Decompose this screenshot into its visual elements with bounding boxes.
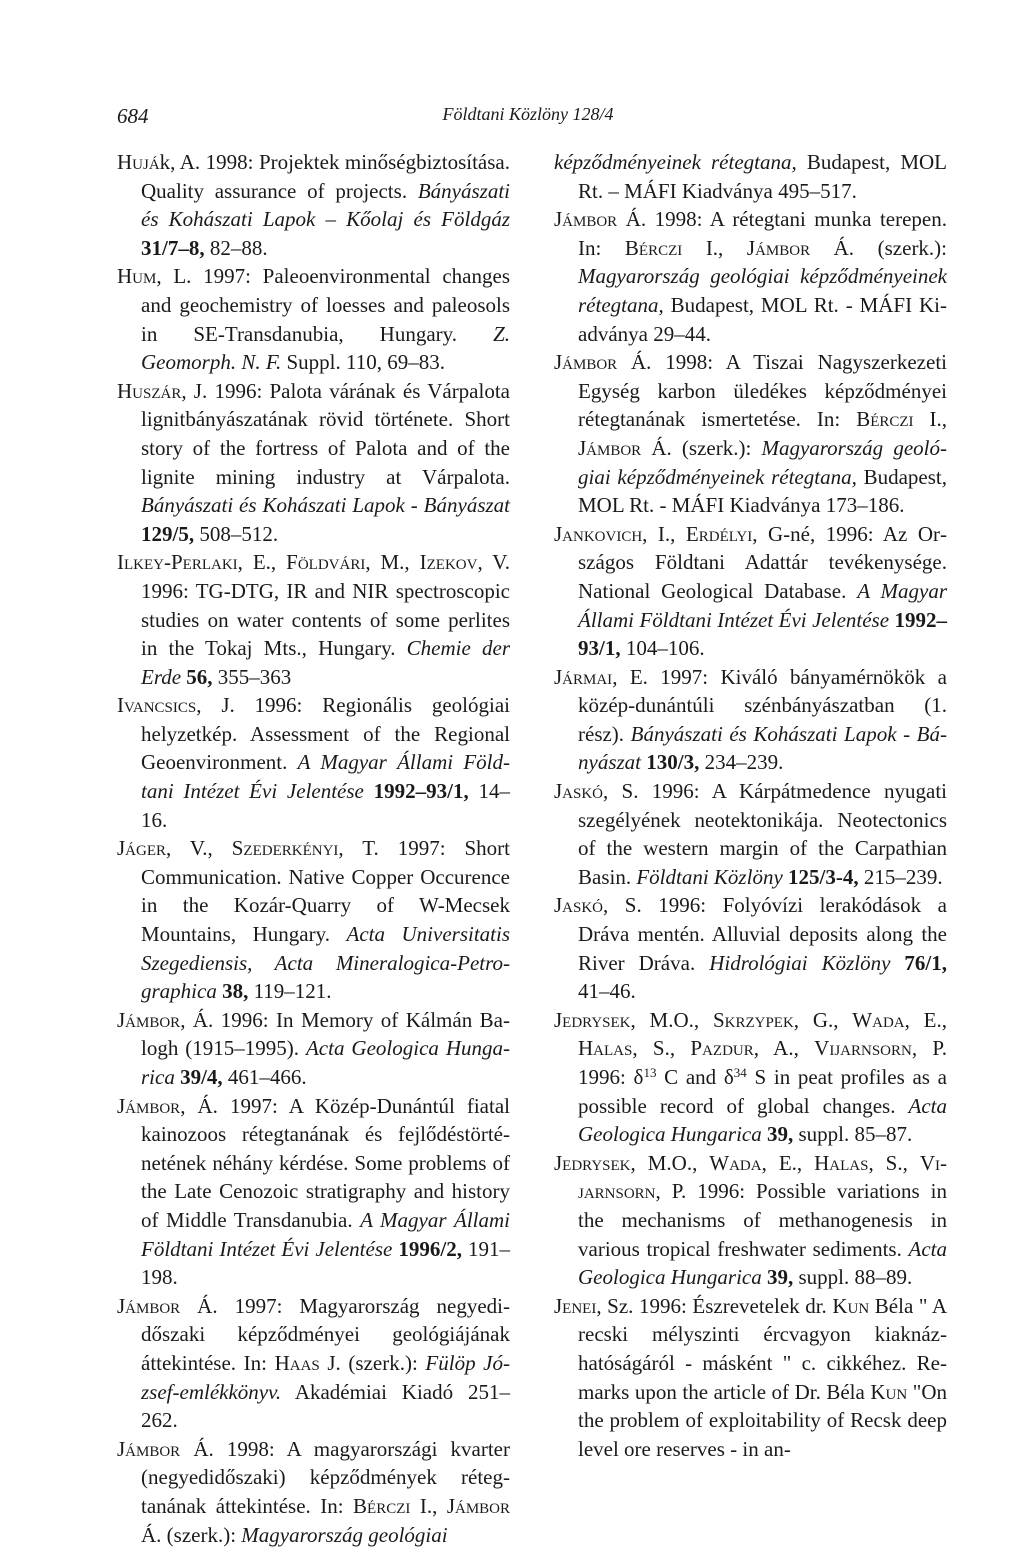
volume-number: 39, xyxy=(766,1122,794,1147)
reference-entry xyxy=(554,1292,947,1464)
reference-text: 82–88. xyxy=(204,235,268,260)
reference-text: Á. 1998: A magyarországi kvarter (negyedidőszaki) képződmények rétegtanának áttekintése. In: xyxy=(141,1436,510,1518)
reference-text: , Sz. 1996: Észrevetelek dr. xyxy=(596,1293,833,1318)
reference-entry xyxy=(117,262,510,376)
publication-title: Magyarország geológiai képződményeinek rétegtana, xyxy=(578,264,947,317)
volume-number: 1992–93/1, xyxy=(578,607,947,661)
reference-text: 355–363 xyxy=(212,664,292,689)
reference-text: 508–512. xyxy=(194,521,279,546)
author-name: Földvári xyxy=(286,550,366,575)
volume-number: 129/5, xyxy=(141,521,195,546)
reference-text: , J. 1996: Regionális geológiai helyzetkép. Assessment of the Regional Geoenvironment. xyxy=(141,693,510,775)
author-name: Ilkey-Perlaki xyxy=(117,550,238,575)
reference-text: , V. 1996: TG-DTG, IR and NIR spectroscopic studies on water contents of some perlites in the Tokaj Mts., Hungary. xyxy=(141,550,510,661)
publication-title: Fülöp József-emlékkönyv. xyxy=(141,1350,510,1404)
reference-text: J. (szerk.): xyxy=(319,1350,426,1375)
publication-title: Bányászati és Kohászati Lapok - Bányászat xyxy=(141,493,510,518)
volume-number: 1992–93/1, xyxy=(373,779,469,804)
reference-entry xyxy=(117,1092,510,1292)
reference-text: , P. 1996: δ xyxy=(578,1036,948,1089)
reference-entry xyxy=(117,834,510,1006)
reference-text: 215–239. xyxy=(858,864,943,889)
author-name: Jenei xyxy=(554,1293,597,1318)
running-header xyxy=(117,104,939,134)
author-name: Jámbor xyxy=(117,1007,181,1032)
author-name: Jámbor xyxy=(554,207,618,232)
reference-text: , V., xyxy=(166,836,232,861)
publication-title: Acta Geologica Hungarica xyxy=(578,1093,947,1147)
reference-text: Budapest, MOL Rt. – MÁFI Kiadványa 495–517. xyxy=(578,150,947,203)
reference-text xyxy=(364,779,374,803)
reference-text: Á. (szerk.): xyxy=(141,1522,242,1547)
reference-text: , E., xyxy=(237,550,287,575)
author-name: Jámbor xyxy=(446,1493,510,1518)
author-name: Jaskó xyxy=(554,893,604,918)
author-name: Jankovich xyxy=(554,521,643,546)
reference-entry xyxy=(554,1006,947,1149)
volume-number: 39/4, xyxy=(180,1065,223,1089)
reference-text: , S. 1996: A Kárpátmedence nyugati szegélyének neotektonikája. Neotectonics of the western margin of the Carpathian Basin. xyxy=(578,779,947,889)
reference-text: , E., xyxy=(761,1150,815,1175)
publication-title: Acta Geologica Hungarica xyxy=(141,1036,511,1089)
publication-title: Magyarország geológiai xyxy=(241,1522,448,1547)
reference-text: , J. 1996: Palota várának és Várpalota lignitbányászatának rövid története. Short story of the fortress of Palota and of the lignite mining industry at Várpalota. xyxy=(141,378,510,489)
reference-text: , S. 1996: Folyóvízi lerakódások a Dráva mentén. Alluvial deposits along the River Dráva. xyxy=(578,893,947,975)
author-name: Jámbor xyxy=(746,235,811,260)
volume-number: 130/3, xyxy=(646,750,700,775)
author-name: Bérczi xyxy=(353,1493,411,1518)
reference-text: suppl. 85–87. xyxy=(793,1122,913,1147)
reference-text: , L. 1997: Paleoenvironmental changes and geochemistry of loesses and paleosols in SE-Transdanubia, Hungary. xyxy=(141,264,510,346)
volume-number: 56, xyxy=(186,664,213,689)
reference-text: , A., xyxy=(753,1036,815,1061)
volume-number: 1996/2, xyxy=(398,1236,462,1261)
reference-column-right xyxy=(554,148,947,1463)
author-name: Skrzypek xyxy=(712,1007,794,1032)
volume-number: 125/3-4, xyxy=(788,864,859,889)
author-name: Pazdur xyxy=(690,1036,754,1061)
reference-text: 104–106. xyxy=(620,636,705,661)
reference-text: , M., xyxy=(365,550,420,575)
reference-text: , G., xyxy=(793,1007,853,1032)
publication-title: Chemie der Erde xyxy=(141,636,510,689)
publication-title: A Magyar Állami Földtani Intézet Évi Jelentése xyxy=(578,578,947,632)
reference-text: 14–16. xyxy=(141,779,510,832)
page-number: 684 xyxy=(117,104,149,128)
reference-text: , S., xyxy=(868,1150,920,1175)
reference-text: I., xyxy=(682,235,747,260)
author-name: Jaskó xyxy=(554,779,604,804)
reference-text: , Á. 1997: A Közép-Dunántúl fiatal kainozoos rétegtanának és fejlődéstörténetének néhány kérdése. Some problems of the Late Cenozoic stratigraphy and history of Middle Transdanubia. xyxy=(141,1093,510,1232)
reference-text: 41–46. xyxy=(578,979,636,1004)
reference-text: , I., xyxy=(642,521,686,546)
reference-text: 119–121. xyxy=(248,979,332,1004)
reference-text: Béla " A recski mélyszinti ércvagyon kiaknázhatóságáról - másként " c. cikkéhez. Remarks upon the article of Dr. Béla xyxy=(578,1293,947,1404)
reference-text: S in peat profiles as a possible record of global changes. xyxy=(578,1065,947,1118)
author-name: Wada xyxy=(709,1150,762,1175)
publication-title: Földtani Közlöny xyxy=(636,864,783,889)
reference-text: , E., xyxy=(904,1007,947,1032)
reference-text: , M.O., xyxy=(630,1150,710,1175)
journal-title: Földtani Közlöny 128/4 xyxy=(442,104,614,124)
author-name: Jámbor xyxy=(117,1093,181,1118)
reference-text: 234–239. xyxy=(699,750,784,775)
reference-text: Á. 1998: A Tiszai Nagyszerkezeti Egység karbon üledékes képződményei rétegtanának ismertetése. In: xyxy=(578,350,947,432)
publication-title: Hidrológiai Közlöny xyxy=(709,950,891,975)
author-name: Halas xyxy=(814,1150,869,1175)
reference-text: "On the problem of exploitability of Recsk deep level ore reserves - in an- xyxy=(578,1379,947,1461)
reference-entry xyxy=(117,1006,510,1092)
reference-entry xyxy=(554,663,947,777)
reference-text: suppl. 88–89. xyxy=(793,1265,913,1290)
publication-title: Z. Geomorph. N. F. xyxy=(141,321,510,375)
reference-text: , E. 1997: Kiváló bányamérnökök a közép-dunántúli szénbányászatban (1. rész). xyxy=(578,664,947,746)
reference-text: , T. 1997: Short Communication. Native Copper Occurence in the Kozár-Quarry of W-Mecsek Mountains, Hungary. xyxy=(141,836,510,947)
reference-entry xyxy=(554,1149,947,1292)
reference-text: Á. (szerk.): xyxy=(810,235,948,260)
reference-text: 461–466. xyxy=(222,1065,307,1089)
reference-text: , P. 1996: Possible variations in the mechanisms of methanogenesis in various tropical freshwater sediments. xyxy=(578,1179,947,1261)
author-name: Erdélyi xyxy=(685,521,753,546)
author-name: Vijarnsorn xyxy=(814,1036,912,1061)
reference-entry xyxy=(117,1435,510,1549)
reference-text: C and δ xyxy=(656,1065,734,1089)
reference-column-left xyxy=(117,148,510,1549)
author-name: Jámbor xyxy=(117,1436,181,1461)
author-name: Bérczi xyxy=(624,235,683,260)
reference-text: , M.O., xyxy=(630,1007,713,1032)
publication-title: Acta Geologica Hungarica xyxy=(578,1236,947,1290)
author-name: Kun xyxy=(870,1379,908,1404)
publication-title: Acta Universitatis Szegediensis, Acta Mineralogica-Petrographica xyxy=(141,922,511,1004)
author-name: Szederkényi xyxy=(231,836,339,861)
volume-number: 76/1, xyxy=(904,950,948,975)
reference-text: Akadémiai Kiadó 251–262. xyxy=(141,1379,510,1433)
reference-entry xyxy=(117,548,510,691)
reference-entry xyxy=(554,777,947,891)
reference-text: Á. 1997: Magyarország negyedidőszaki képződményei geológiájának áttekintése. In: xyxy=(141,1293,510,1375)
author-name: Wada xyxy=(852,1007,905,1032)
reference-entry xyxy=(117,691,510,834)
author-name: Kun xyxy=(832,1293,870,1318)
volume-number: 39, xyxy=(766,1265,794,1290)
publication-title: Magyarország geológiai képződményeinek rétegtana, xyxy=(578,435,947,489)
author-name: Vijarnsorn xyxy=(578,1150,947,1204)
reference-text xyxy=(890,951,904,975)
isotope-superscript: 34 xyxy=(733,1065,747,1080)
volume-number: 31/7–8, xyxy=(141,235,205,260)
volume-number: 38, xyxy=(222,979,249,1004)
reference-text: 191–198. xyxy=(141,1236,510,1290)
author-name: Huszár xyxy=(117,378,182,403)
author-name: Jámbor xyxy=(578,435,642,460)
reference-entry xyxy=(554,148,947,205)
author-name: Jármai xyxy=(554,664,613,689)
reference-text: Á. (szerk.): xyxy=(641,435,762,460)
reference-text: Budapest, MOL Rt. - MÁFI Kiadványa 29–44. xyxy=(578,292,947,346)
reference-text: , S., xyxy=(632,1036,691,1061)
author-name: Halas xyxy=(578,1036,633,1061)
author-name: Jámbor xyxy=(117,1293,181,1318)
reference-entry xyxy=(554,205,947,348)
reference-entry xyxy=(117,377,510,549)
author-name: Bérczi xyxy=(856,407,914,432)
reference-entry xyxy=(117,1292,510,1435)
reference-text: Suppl. 110, 69–83. xyxy=(281,350,445,375)
author-name: Ivancsics xyxy=(117,693,197,718)
author-name: Hum xyxy=(117,264,157,289)
author-name: Izekov xyxy=(419,550,478,575)
author-name: Jedrysek xyxy=(554,1007,631,1032)
reference-entry xyxy=(117,148,510,262)
reference-text: I., xyxy=(410,1493,447,1518)
reference-text: , G-né, 1996: Az Országos Földtani Adattár tevékenysége. National Geological Database. xyxy=(578,521,947,603)
publication-title: Bányászati és Kohászati Lapok - Bányászat xyxy=(578,721,947,775)
reference-text: k, A. 1998: Projektek minőségbiztosítása. Quality assurance of projects. xyxy=(141,150,510,203)
reference-text: I., xyxy=(913,407,947,432)
reference-text: Budapest, MOL Rt. - MÁFI Kiadványa 173–186. xyxy=(578,464,948,518)
reference-entry xyxy=(554,348,947,520)
reference-entry xyxy=(554,520,947,663)
isotope-superscript: 13 xyxy=(643,1065,657,1080)
publication-title: Bányászati és Kohászati Lapok – Kőolaj és Földgáz xyxy=(141,178,510,232)
reference-text: Á. 1998: A rétegtani munka terepen. In: xyxy=(578,207,947,260)
author-name: Jámbor xyxy=(554,350,618,375)
author-name: Jáger xyxy=(117,836,167,861)
author-name: Hujá xyxy=(117,150,160,174)
publication-title: A Magyar Állami Földtani Intézet Évi Jelentése xyxy=(141,1207,511,1261)
reference-entry xyxy=(554,891,947,1005)
author-name: Jedrysek xyxy=(554,1150,631,1175)
publication-title: képződményeinek rétegtana, xyxy=(554,150,797,174)
publication-title: A Magyar Állami Földtani Intézet Évi Jelentése xyxy=(141,750,511,804)
reference-text: , Á. 1996: In Memory of Kálmán Balogh (1915–1995). xyxy=(141,1007,510,1061)
author-name: Haas xyxy=(274,1350,320,1375)
